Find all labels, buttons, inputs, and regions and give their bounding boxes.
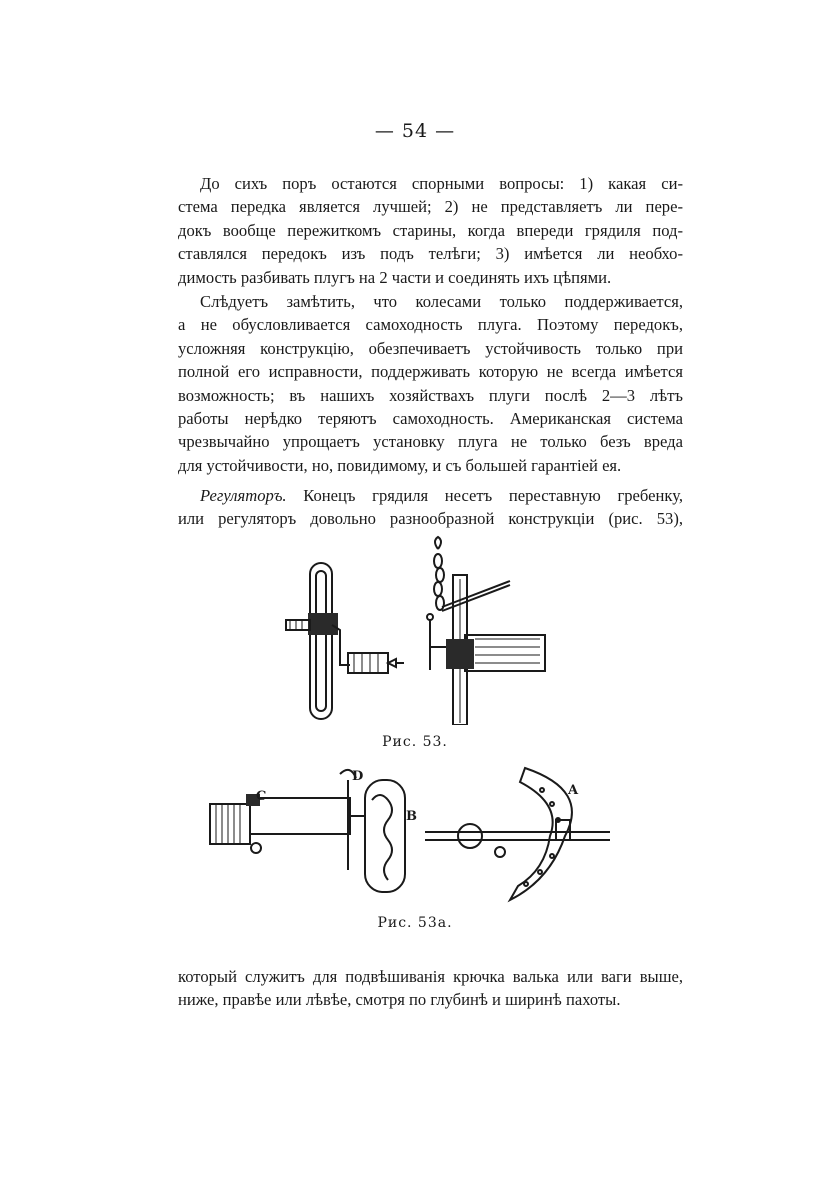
figure-53a-caption: Рис. 53а. [377,915,453,931]
paragraph-3 [178,484,683,531]
figure-label-b: B [406,809,417,824]
figure-53 [270,535,570,725]
page-number: — 54 — [374,120,456,142]
text-line: докъ вообще пережиткомъ старины, когда впереди грядиля под- [178,220,683,240]
paragraph-1 [178,172,683,289]
regulator-arc-drawing [425,768,610,900]
text-line: чрезвычайно упрощаетъ установку плуга не только безъ вреда [178,432,683,452]
text-line: ниже, правѣе или лѣвѣе, смотря по глубинѣ и ширинѣ пахоты. [178,990,621,1010]
text-line: или регуляторъ довольно разнообразной конструкціи (рис. 53), [178,509,683,529]
figure-label-c: C [256,789,267,804]
text-line: стема передка является лучшей; 2) не представляетъ ли пере- [178,197,683,217]
text-line: полной его исправности, поддерживать которую не всегда имѣется [178,362,683,382]
text-line: ставлялся передокъ изъ подъ телѣги; 3) имѣется ли необхо- [178,244,683,264]
text-line: а не обусловливается самоходность плуга. Поэтому передокъ, [178,315,683,335]
paragraph-4 [178,965,683,1012]
figure-label-d: D [352,769,364,784]
text-line: для устойчивости, но, повидимому, и съ большей гарантіей ея. [178,455,622,475]
text-line: Слѣдуетъ замѣтить, что колесами только поддерживается, [200,292,683,311]
text-line: До сихъ поръ остаются спорными вопросы: 1) какая си- [200,174,683,193]
paragraph-2 [178,290,683,477]
regulator-serpentine-drawing [210,769,417,892]
text-line: димость разбивать плугъ на 2 части и соединять ихъ цѣпями. [178,267,612,287]
text-line: который служитъ для подвѣшиванія крючка валька или ваги выше, [178,967,683,986]
text-line [178,484,683,507]
regulator-chain-drawing [427,537,545,725]
figure-53-caption: Рис. 53. [382,734,448,750]
text-line: работы нерѣдко теряютъ самоходность. Американская система [178,409,683,429]
regulator-comb-drawing [286,563,404,719]
text-fragment: Конецъ грядиля несетъ переставную гребенку, [286,486,683,505]
figure-53a [200,760,620,910]
text-line: возможность; въ нашихъ хозяйствахъ плуги послѣ 2—3 лѣтъ [178,385,683,405]
figure-label-a: A [568,783,579,798]
section-heading-regulator: Регуляторъ. [200,486,287,505]
text-line: усложняя конструкцію, обезпечиваетъ устойчивость только при [178,338,683,358]
